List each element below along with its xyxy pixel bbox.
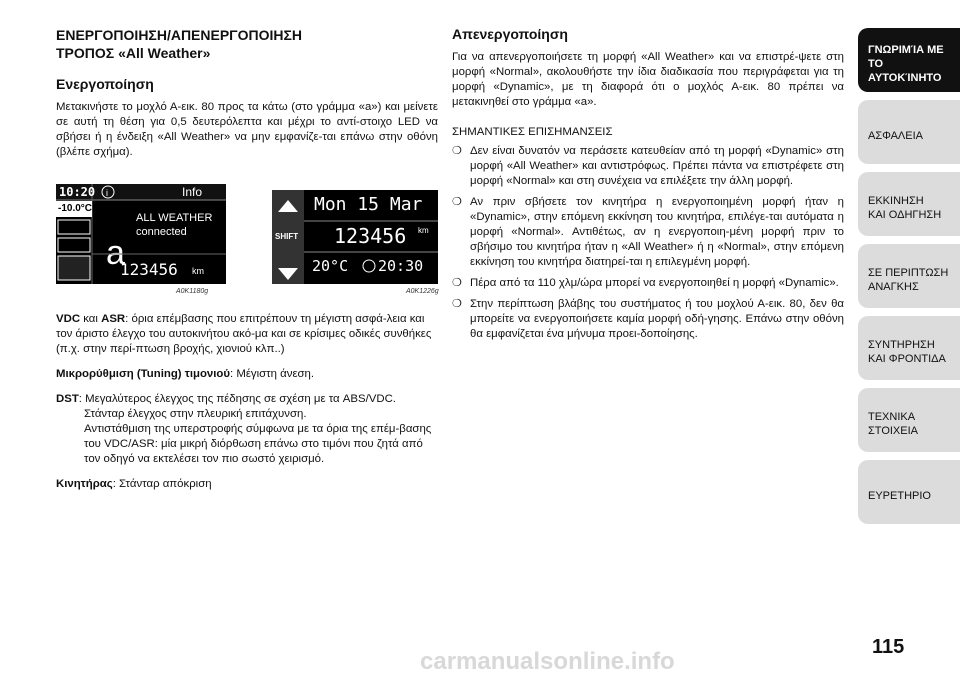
- tab-starting-driving[interactable]: [858, 172, 960, 236]
- svg-text:i: i: [106, 188, 108, 198]
- engine-term: Κινητήρας: [56, 478, 113, 490]
- display-all-weather: [56, 184, 226, 284]
- display-temp-2: 20°C: [312, 257, 349, 275]
- bullet-circle-icon: ❍: [452, 298, 462, 310]
- tab-maintenance[interactable]: [858, 316, 960, 380]
- tab-label: ΑΣΦΑΛΕΙΑ: [868, 130, 924, 142]
- display-odometer-unit: km: [192, 266, 204, 276]
- engine-text: : Στάνταρ απόκριση: [112, 478, 212, 490]
- tuning-text: : Μέγιστη άνεση.: [230, 368, 315, 380]
- figures: [56, 184, 438, 302]
- tab-label: ΚΑΙ ΦΡΟΝΤΙΔΑ: [868, 353, 946, 365]
- tab-getting-to-know[interactable]: [858, 28, 960, 92]
- page-title-line1: ΕΝΕΡΓΟΠΟΙΗΣΗ/ΑΠΕΝΕΡΓΟΠΟΙΗΣΗ: [56, 27, 302, 43]
- display-temp: -10.0°C: [58, 203, 93, 214]
- tab-technical-data[interactable]: [858, 388, 960, 452]
- display-mode-line2: connected: [136, 226, 187, 238]
- tab-emergency[interactable]: [858, 244, 960, 308]
- display-odometer-2: 123456: [334, 224, 407, 248]
- tab-label: ΓΝΩΡΙΜΊΑ ΜΕ ΤΟ: [868, 44, 944, 70]
- figure-caption-2: A0K1226g: [406, 288, 439, 295]
- right-column: [452, 26, 844, 348]
- tuning-term: Μικρορύθμιση (Tuning) τιμονιού: [56, 368, 231, 380]
- asr-term: ASR: [101, 313, 126, 325]
- mode-letter-a: a: [106, 234, 125, 272]
- bullet-circle-icon: ❍: [452, 196, 462, 208]
- dst-definition: [56, 392, 438, 467]
- display-dynamic: [272, 190, 438, 284]
- warning-text: Δεν είναι δυνατόν να περάσετε κατευθείαν από τη μορφή «Dynamic» στη μορφή «All Weather» και αντιστρόφως. Πρέπει πάντα να επιστρέφετε στη μορφή «Normal» και στη συνέχεια να επιλέξετε την άλλη μορφή.: [470, 145, 844, 187]
- dst-term: DST: [56, 393, 79, 405]
- warning-text: Πέρα από τα 110 χλμ/ώρα μπορεί να ενεργοποιηθεί η μορφή «Dynamic».: [470, 277, 839, 289]
- tab-label: ΑΥΤΟΚΊΝΗΤΟ: [868, 72, 942, 84]
- deactivation-text: Για να απενεργοποιήσετε τη μορφή «All Weather» και να επιστρέ-ψετε στη μορφή «Normal», ακολουθήστε την ίδια διαδικασία που περιγράφεται για τη μορφή «Dynamic», με τη διαφορά ότι ο μοχλός Α-εικ. 80 πρέπει να μετακινηθεί στο γράμμα «a».: [452, 51, 844, 108]
- warning-text: Στην περίπτωση βλάβης του συστήματος ή του μοχλού Α-εικ. 80, δεν θα μπορείτε να ενεργοποιήσετε καμία μορφή οδή-γησης. Επάνω στην οθόνη θα εμφανίζεται ένα μήνυμα προει-δοποίησης.: [470, 298, 844, 340]
- dst-text-2: Στάνταρ έλεγχος στην πλευρική επιτάχυνση.: [84, 408, 307, 420]
- tab-label: ΑΝΑΓΚΗΣ: [868, 281, 919, 293]
- tab-label: ΚΑΙ ΟΔΗΓΗΣΗ: [868, 209, 942, 221]
- page-title-line2: ΤΡΟΠΟΣ «All Weather»: [56, 45, 211, 61]
- display-clock: 20:30: [378, 257, 424, 275]
- dst-text-3: Αντιστάθμιση της υπερστροφής σύμφωνα με τα όρια της επέμ-βασης του VDC/ASR: μία μικρή διόρθωση επάνω στο τιμόνι που ζητά από τον οδηγό να εκτελέσει τον πιο σωστό χειρισμό.: [84, 423, 432, 465]
- bullet-circle-icon: ❍: [452, 145, 462, 157]
- display-odometer: 123456: [120, 260, 178, 279]
- tab-label: ΕΥΡΕΤΗΡΙΟ: [868, 490, 931, 502]
- display-info: Info: [182, 185, 203, 199]
- warning-item: [452, 144, 844, 189]
- warnings-heading: ΣΗΜΑΝΤΙΚΕΣ ΕΠΙΣΗΜΑΝΣΕΙΣ: [452, 126, 613, 138]
- tab-label: ΣΤΟΙΧΕΙΑ: [868, 425, 918, 437]
- vdc-asr-text: : όρια επέμβασης που επιτρέπουν τη μέγιστη ασφά-λεια και τον άριστο έλεγχο του αυτοκινήτου ακό-μα και σε κρίσιμες οδικές συνθήκες (π.χ. στην περί-πτωση βροχής, χιονιού κλπ..): [56, 313, 432, 355]
- display-date: Mon 15 Mar: [314, 194, 423, 215]
- watermark: carmanualsonline.info: [420, 648, 675, 675]
- activation-text: Μετακινήστε το μοχλό Α-εικ. 80 προς τα κάτω (στο γράμμα «a») και μείνετε σε αυτή τη θέση για 0,5 δευτερόλεπτα και μέχρι το αντί-στοιχο LED να σβήσει ή η ένδειξη «All Weather» να μην εμφανίζε-ται επάνω στην οθόνη (βλέπε σχήμα).: [56, 101, 438, 158]
- warning-item: [452, 195, 844, 270]
- vdc-and: και: [83, 313, 98, 325]
- tab-label: ΤΕΧΝΙΚΑ: [868, 411, 916, 423]
- deactivation-heading: Απενεργοποίηση: [452, 26, 568, 42]
- tab-label: ΣΕ ΠΕΡΙΠΤΩΣΗ: [868, 267, 949, 279]
- display-time: 10:20: [59, 185, 96, 199]
- left-column: [56, 26, 438, 492]
- tab-label: ΣΥΝΤΗΡΗΣΗ: [868, 339, 935, 351]
- warning-text: Αν πριν σβήσετε τον κινητήρα η ενεργοποιημένη μορφή ήταν η «Dynamic», στην επόμενη εκκίνηση του κινητήρα, επιλέγε-ται αυτόματα η μορφή «Normal». Αντιθέτως, αν η ενεργοποιη-μένη μορφή πριν το σβήσιμο του κινητήρα ήταν η «All Weather» ή η «Normal», στην επόμενη εκκίνηση του κινητήρα διατηρεί-ται η επιλεγμένη μορφή.: [470, 196, 844, 268]
- figure-caption-1: A0K1180g: [176, 288, 209, 295]
- warning-item: [452, 297, 844, 342]
- chapter-tabs: [858, 28, 960, 532]
- display-odometer-unit-2: km: [418, 226, 429, 235]
- vdc-asr-definition: [56, 312, 438, 357]
- vdc-term: VDC: [56, 313, 81, 325]
- bullet-circle-icon: ❍: [452, 277, 462, 289]
- tab-label: ΕΚΚΙΝΗΣΗ: [868, 195, 924, 207]
- engine-definition: [56, 477, 438, 492]
- dst-text-1: : Μεγαλύτερος έλεγχος της πέδησης σε σχέση με τα ABS/VDC.: [78, 393, 396, 405]
- display-mode-line1: ALL WEATHER: [136, 212, 213, 224]
- page-number: 115: [872, 636, 905, 658]
- tuning-definition: [56, 367, 438, 382]
- shift-label: SHIFT: [275, 232, 299, 241]
- activation-heading: Ενεργοποίηση: [56, 76, 154, 92]
- warning-item: [452, 276, 844, 291]
- tab-index[interactable]: [858, 460, 960, 524]
- tab-safety[interactable]: [858, 100, 960, 164]
